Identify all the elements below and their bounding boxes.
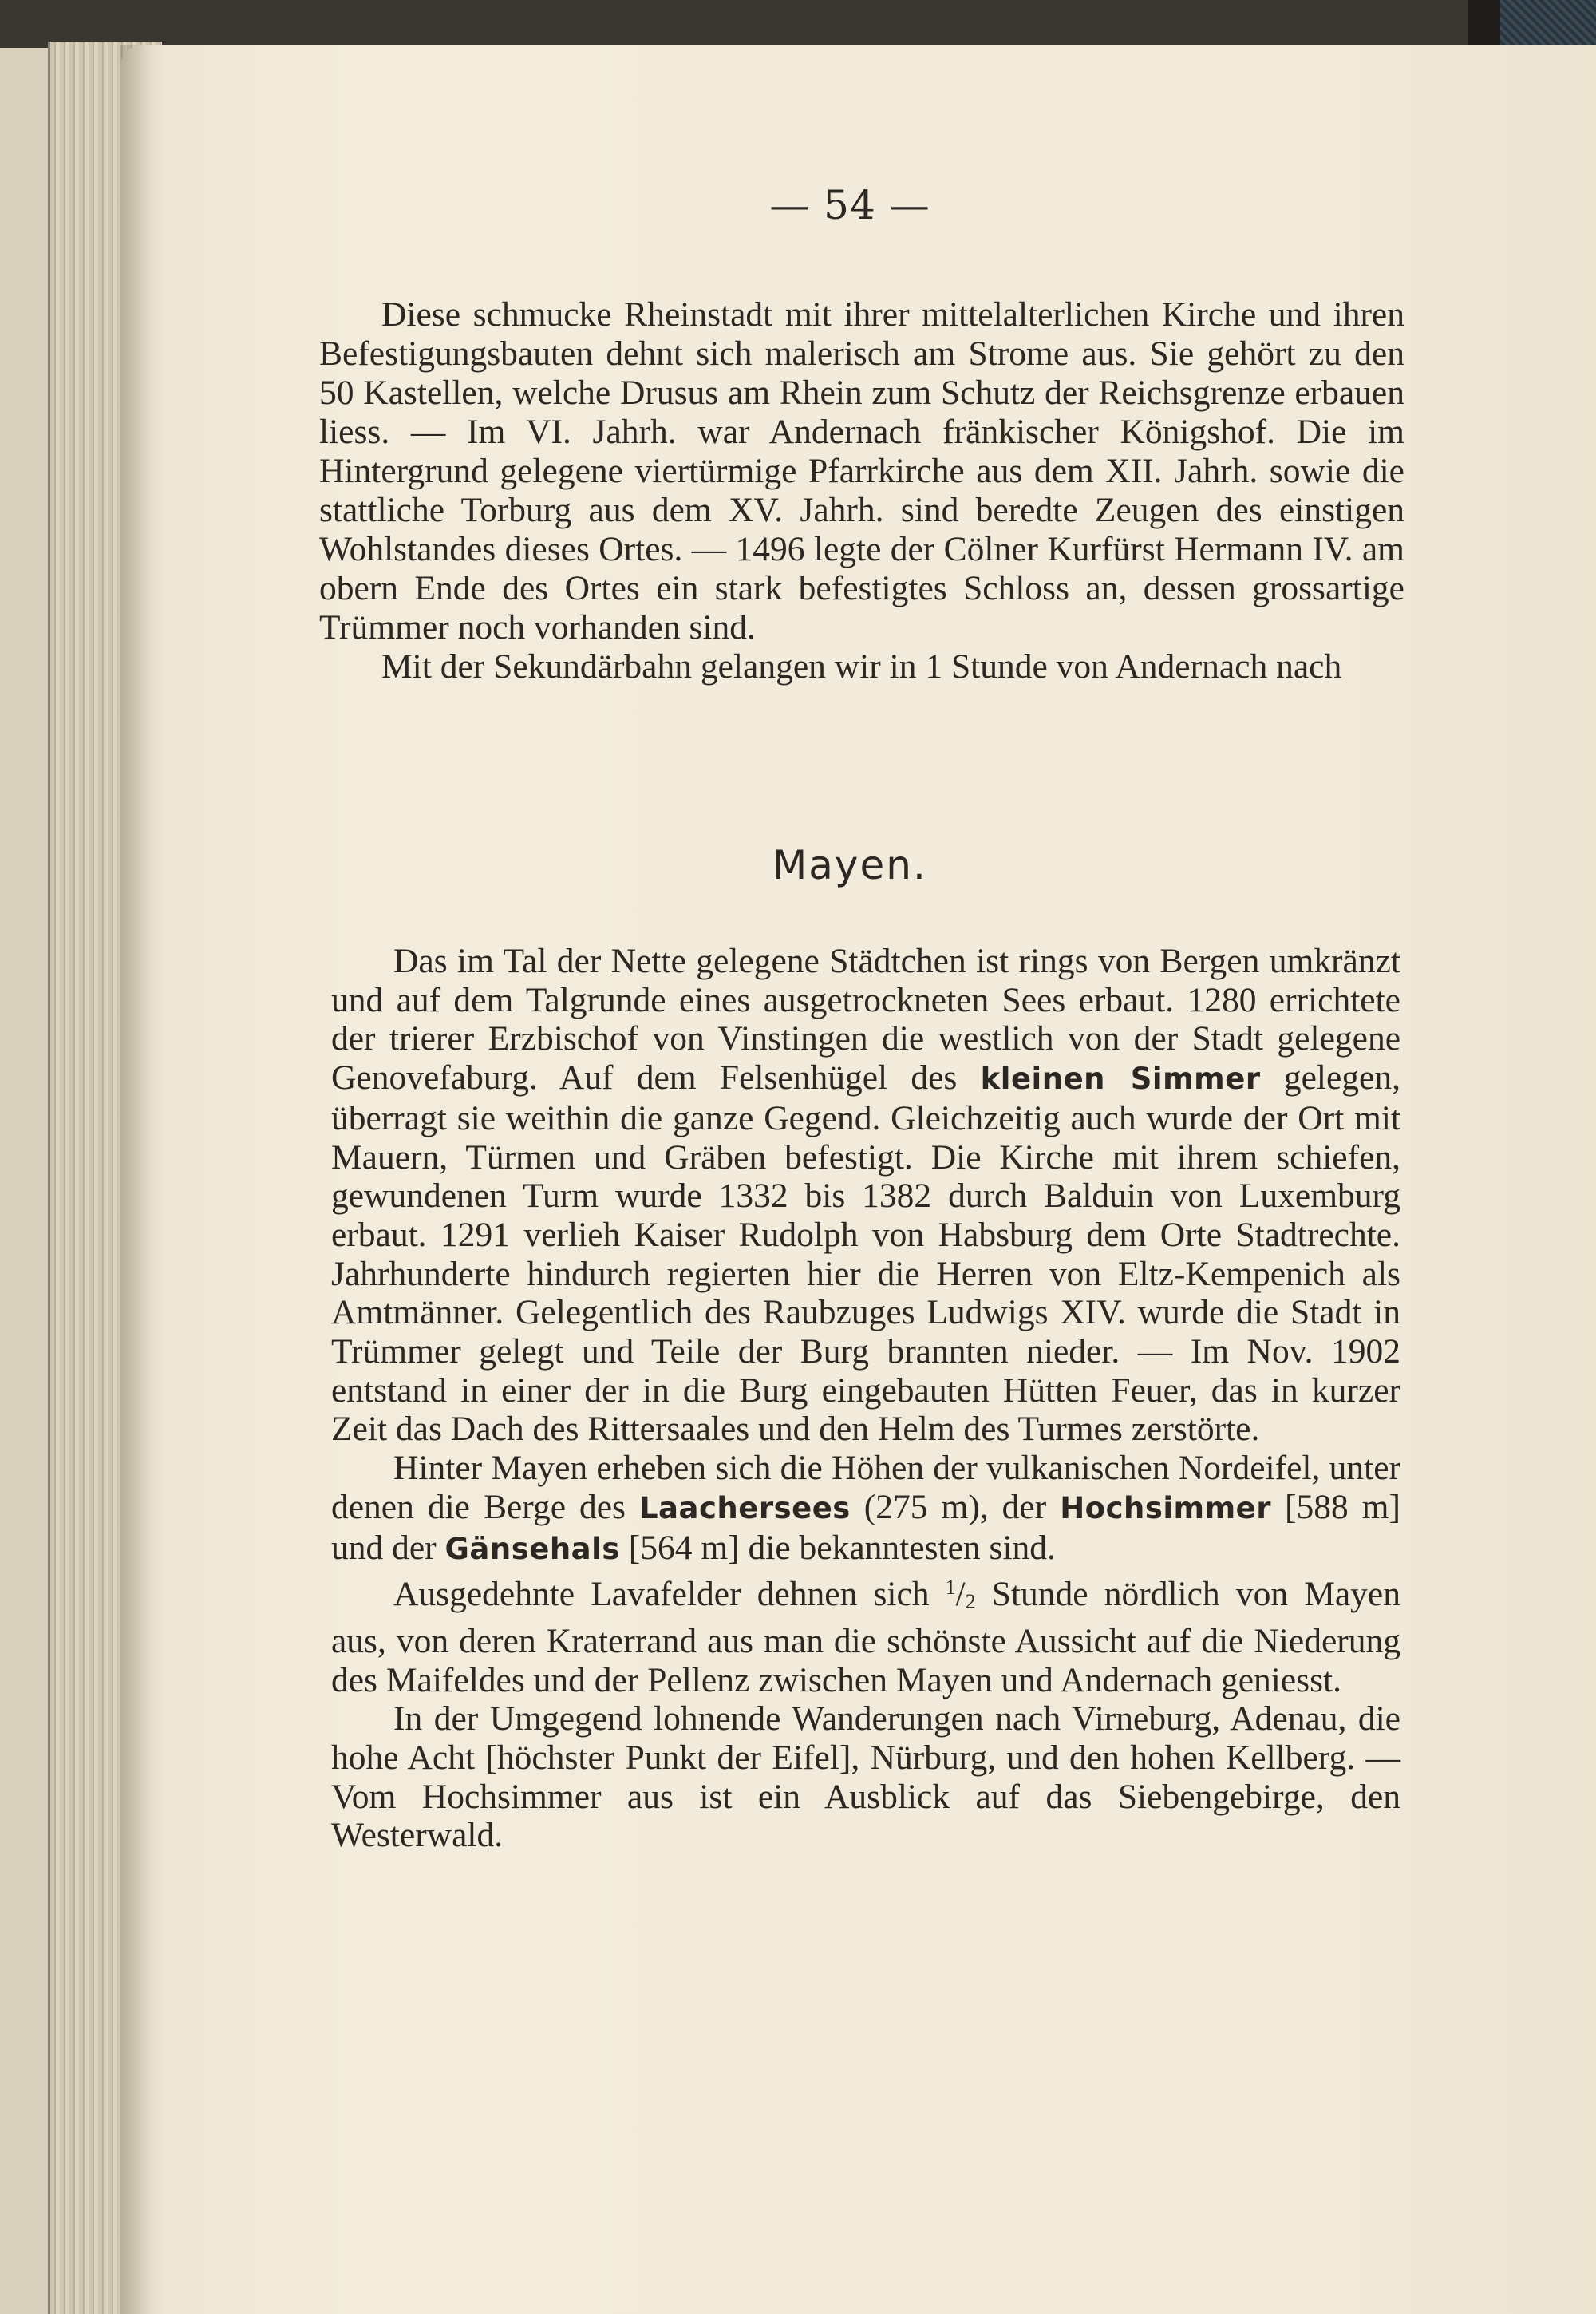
paragraph xyxy=(331,1568,1400,1699)
fraction-numerator: 1 xyxy=(945,1576,956,1600)
text-run: Stunde nördlich von Mayen aus, von deren Kraterrand aus man die schönste Aussicht auf die Niederung des Maifeldes und der Pellenz zwischen Mayen und Andernach geniesst. xyxy=(331,1575,1400,1699)
text-run: Ausgedehnte Lavafelder dehnen sich xyxy=(393,1575,946,1614)
intro-text xyxy=(319,295,1404,686)
paragraph xyxy=(331,942,1400,1449)
background-top xyxy=(0,0,1596,48)
text-run: [588 m] und der xyxy=(331,1487,1401,1567)
body-text xyxy=(331,942,1400,1855)
paragraph-text: Diese schmucke Rheinstadt mit ihrer mittelalterlichen Kirche und ihren Befestigungsbauten dehnt sich malerisch am Strome aus. Sie gehört zu den 50 Kastellen, welche Drusus am Rhein zum Schutz der Reichsgrenze erbauen liess. — Im VI. Jahrh. war Andernach fränkischer Königshof. Die im Hintergrund gelegene viertürmige Pfarrkirche aus dem XII. Jahrh. sowie die stattliche Torburg aus dem XV. Jahrh. sind beredte Zeugen des einstigen Wohlstandes dieses Ortes. — 1496 legte der Cölner Kurfürst Hermann IV. am obern Ende des Ortes ein stark befestigtes Schloss an, dessen grossartige Trümmer noch vorhanden sind. xyxy=(319,295,1404,647)
paragraph xyxy=(331,1699,1400,1855)
paragraph-text: Mit der Sekundärbahn gelangen wir in 1 Stunde von Andernach nach xyxy=(381,647,1342,686)
paragraph xyxy=(331,1449,1400,1568)
place-name: Gänsehals xyxy=(444,1531,620,1566)
place-name: Hochsimmer xyxy=(1060,1490,1272,1525)
text-run: Das im Tal der Nette gelegene Städtchen ist rings von Bergen umkränzt und auf dem Talgrunde eines ausgetrockneten Sees erbaut. 1280 errichtete der trierer Erzbischof von Vinstingen die westlich von der Stadt gelegene Genovefaburg. Auf dem Felsenhügel des xyxy=(331,942,1400,1098)
paragraph xyxy=(319,647,1404,686)
fraction-denominator: 2 xyxy=(965,1590,976,1614)
text-run: (275 m), der xyxy=(850,1487,1061,1526)
place-name: Laachersees xyxy=(638,1490,851,1525)
text-run: [564 m] die bekanntesten sind. xyxy=(619,1528,1056,1567)
text-run: gelegen, überragt sie weithin die ganze Gegend. Gleichzeitig auch wurde der Ort mit Mauern, Türmen und Gräben befestigt. Die Kirche mit ihrem schiefen, gewundenen Turm wurde 1332 bis 1382 durch Balduin von Luxemburg erbaut. 1291 verlieh Kaiser Rudolph von Habsburg dem Orte Stadtrechte. Jahrhunderte hindurch regierten hier die Herren von Eltz-Kempenich als Amtmänner. Gelegentlich des Raubzuges Ludwigs XIV. wurde die Stadt in Trümmer gelegt und Teile der Burg brannten nieder. — Im Nov. 1902 entstand in einer der in die Burg eingebauten Hütten Feuer, das in kurzer Zeit das Dach des Rittersaales und den Helm des Turmes zerstörte. xyxy=(331,1058,1400,1449)
page-number: — 54 — xyxy=(769,182,930,228)
section-heading: Mayen. xyxy=(772,842,927,888)
fraction: $^1$/2 xyxy=(945,1576,976,1614)
gutter-shadow xyxy=(120,45,152,2314)
text-run: Hinter Mayen erheben sich die Höhen der vulkanischen Nordeifel, unter denen die Berge des xyxy=(331,1449,1400,1526)
paragraph xyxy=(319,295,1404,647)
text-run: In der Umgegend lohnende Wanderungen nach Virneburg, Adenau, die hohe Acht [höchster Punkt der Eifel], Nürburg, und den hohen Kellberg. — Vom Hochsimmer aus ist ein Ausblick auf das Siebengebirge, den Westerwald. xyxy=(331,1699,1400,1855)
place-name: kleinen Simmer xyxy=(980,1062,1261,1097)
book-cover-corner xyxy=(1500,0,1596,48)
